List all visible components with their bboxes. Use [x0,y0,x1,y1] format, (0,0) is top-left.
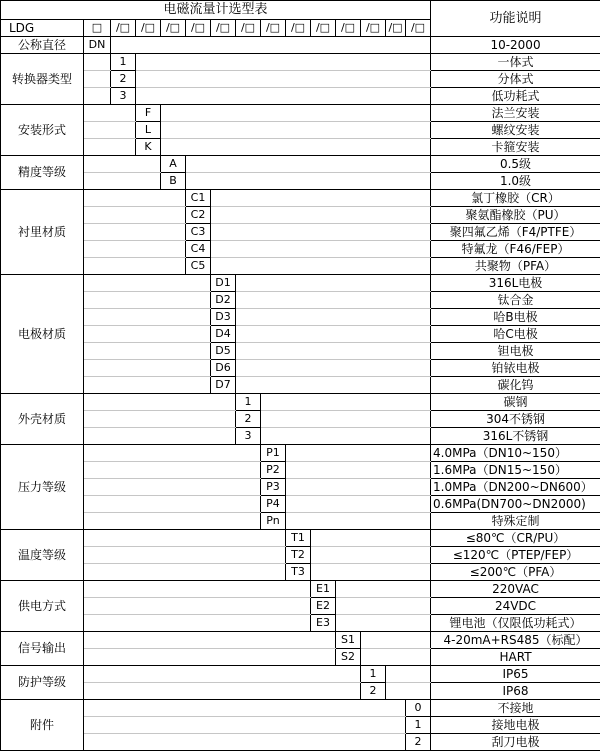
option-code: K [136,139,161,156]
option-code: L [136,122,161,139]
option-code: 3 [236,428,261,445]
spacer [236,326,431,343]
option-code: 0 [406,700,431,717]
model-prefix: LDG [1,20,84,37]
option-desc: HART [431,649,600,666]
model-option-slot: /□ [286,20,311,37]
option-desc: 法兰安装 [431,105,600,122]
option-desc: 1.6MPa（DN15~150） [431,462,600,479]
model-option-slot: /□ [161,20,186,37]
option-desc: 316L不锈钢 [431,428,600,445]
spacer [84,411,236,428]
table-title: 电磁流量计选型表 [1,1,431,20]
dn-desc: 10-2000 [431,37,600,54]
option-desc: 316L电极 [431,275,600,292]
option-desc: 碳钢 [431,394,600,411]
spacer [84,173,161,190]
spacer [236,343,431,360]
spacer [84,479,261,496]
spacer [136,88,431,105]
option-desc: IP68 [431,683,600,700]
option-desc: 聚氨酯橡胶（PU） [431,207,600,224]
spacer [261,428,431,445]
spacer [84,241,186,258]
option-code: C3 [186,224,211,241]
option-code: 1 [361,666,386,683]
spacer [84,513,261,530]
option-desc: 铂铱电极 [431,360,600,377]
spacer [84,734,406,751]
option-desc: IP65 [431,666,600,683]
spacer [161,139,431,156]
option-code: 2 [406,734,431,751]
model-option-slot: /□ [236,20,261,37]
spacer [84,598,311,615]
spacer [84,496,261,513]
spacer [84,207,186,224]
model-option-slot: /□ [186,20,211,37]
option-desc: 一体式 [431,54,600,71]
option-desc: 4.0MPa（DN10~150） [431,445,600,462]
option-desc: 0.5级 [431,156,600,173]
model-base-slot: □ [84,20,111,37]
function-header: 功能说明 [431,1,600,37]
model-option-slot: /□ [336,20,361,37]
spacer [84,71,111,88]
spacer [84,326,211,343]
spacer [386,666,431,683]
spacer [261,394,431,411]
option-code: 2 [236,411,261,428]
spacer [286,513,431,530]
spacer [84,122,136,139]
spacer [286,462,431,479]
option-desc: 特殊定制 [431,513,600,530]
spacer [84,564,286,581]
spacer [84,632,336,649]
option-desc: 哈B电极 [431,309,600,326]
spacer [84,530,286,547]
spacer [84,547,286,564]
spacer [236,360,431,377]
option-desc: 碳化钨 [431,377,600,394]
spacer [84,683,361,700]
option-code: P2 [261,462,286,479]
spacer [84,666,361,683]
spacer [236,377,431,394]
option-desc: 共聚物（PFA） [431,258,600,275]
model-option-slot: /□ [386,20,406,37]
spacer [84,190,186,207]
category-label: 安装形式 [1,105,84,156]
option-desc: 哈C电极 [431,326,600,343]
spacer [311,564,431,581]
category-label: 供电方式 [1,581,84,632]
spacer [261,411,431,428]
category-label: 压力等级 [1,445,84,530]
option-code: D3 [211,309,236,326]
option-desc: 220VAC [431,581,600,598]
option-desc: 4-20mA+RS485（标配） [431,632,600,649]
option-code: 1 [406,717,431,734]
spacer [84,258,186,275]
spacer [211,207,431,224]
category-label: 转换器类型 [1,54,84,105]
option-desc: 锂电池（仅限低功耗式） [431,615,600,632]
option-code: D1 [211,275,236,292]
option-desc: 分体式 [431,71,600,88]
category-label: 衬里材质 [1,190,84,275]
category-label: 温度等级 [1,530,84,581]
option-code: 1 [111,54,136,71]
option-code: A [161,156,186,173]
spacer [286,496,431,513]
option-desc: 特氟龙（F46/FEP） [431,241,600,258]
spacer [136,54,431,71]
option-code: D2 [211,292,236,309]
option-desc: 24VDC [431,598,600,615]
category-label: 精度等级 [1,156,84,190]
spacer [84,394,236,411]
option-code: S1 [336,632,361,649]
option-code: 2 [111,71,136,88]
option-code: T3 [286,564,311,581]
option-code: E2 [311,598,336,615]
option-code: 1 [236,394,261,411]
spacer [211,190,431,207]
option-code: C5 [186,258,211,275]
spacer [84,54,111,71]
option-code: C1 [186,190,211,207]
spacer [84,224,186,241]
model-option-slot: /□ [261,20,286,37]
option-code: D4 [211,326,236,343]
option-code: E3 [311,615,336,632]
spacer [111,37,431,54]
option-code: P1 [261,445,286,462]
spacer [336,615,431,632]
option-desc: ≤120℃（PTEP/FEP） [431,547,600,564]
option-code: 2 [361,683,386,700]
spacer [161,122,431,139]
spacer [361,632,431,649]
model-option-slot: /□ [361,20,386,37]
spacer [84,700,406,717]
option-desc: 0.6MPa(DN700~DN2000) [431,496,600,513]
spacer [84,445,261,462]
category-label: 电极材质 [1,275,84,394]
category-label: 信号输出 [1,632,84,666]
option-desc: 卡箍安装 [431,139,600,156]
dn-code: DN [84,37,111,54]
spacer [84,292,211,309]
spacer [311,530,431,547]
spacer [84,377,211,394]
spacer [236,292,431,309]
option-code: B [161,173,186,190]
option-code: P3 [261,479,286,496]
spacer [386,683,431,700]
spacer [211,224,431,241]
option-desc: 钛合金 [431,292,600,309]
option-code: F [136,105,161,122]
option-desc: ≤200℃（PFA） [431,564,600,581]
spacer [84,343,211,360]
option-code: P4 [261,496,286,513]
option-code: C2 [186,207,211,224]
spacer [236,309,431,326]
spacer [84,717,406,734]
model-option-slot: /□ [136,20,161,37]
option-code: 3 [111,88,136,105]
spacer [311,547,431,564]
option-code: D7 [211,377,236,394]
option-desc: 聚四氟乙烯（F4/PTFE） [431,224,600,241]
spacer [84,309,211,326]
model-option-slot: /□ [406,20,431,37]
spacer [84,462,261,479]
spacer [84,275,211,292]
dn-label: 公称直径 [1,37,84,54]
option-desc: 低功耗式 [431,88,600,105]
spacer [84,88,111,105]
spacer [84,360,211,377]
option-desc: 氯丁橡胶（CR） [431,190,600,207]
model-option-slot: /□ [111,20,136,37]
option-code: C4 [186,241,211,258]
category-label: 防护等级 [1,666,84,700]
spacer [236,275,431,292]
option-code: E1 [311,581,336,598]
category-label: 外壳材质 [1,394,84,445]
spacer [84,139,136,156]
option-desc: 刮刀电极 [431,734,600,751]
option-code: D6 [211,360,236,377]
spacer [84,615,311,632]
spacer [136,71,431,88]
spacer [336,581,431,598]
option-code: S2 [336,649,361,666]
option-desc: 螺纹安装 [431,122,600,139]
option-desc: 304不锈钢 [431,411,600,428]
option-desc: 1.0级 [431,173,600,190]
spacer [84,105,136,122]
model-option-slot: /□ [211,20,236,37]
spacer [211,258,431,275]
spacer [286,479,431,496]
option-code: T1 [286,530,311,547]
category-label: 附件 [1,700,84,751]
spacer [84,581,311,598]
option-code: Pn [261,513,286,530]
option-code: D5 [211,343,236,360]
model-option-slot: /□ [311,20,336,37]
option-desc: 钽电极 [431,343,600,360]
spacer [186,173,431,190]
option-desc: ≤80℃（CR/PU） [431,530,600,547]
option-desc: 1.0MPa（DN200~DN600） [431,479,600,496]
spacer [84,156,161,173]
option-code: T2 [286,547,311,564]
option-desc: 接地电极 [431,717,600,734]
spacer [186,156,431,173]
spacer [161,105,431,122]
spacer [211,241,431,258]
spacer [336,598,431,615]
spacer [84,649,336,666]
spacer [361,649,431,666]
spacer [84,428,236,445]
spacer [286,445,431,462]
option-desc: 不接地 [431,700,600,717]
